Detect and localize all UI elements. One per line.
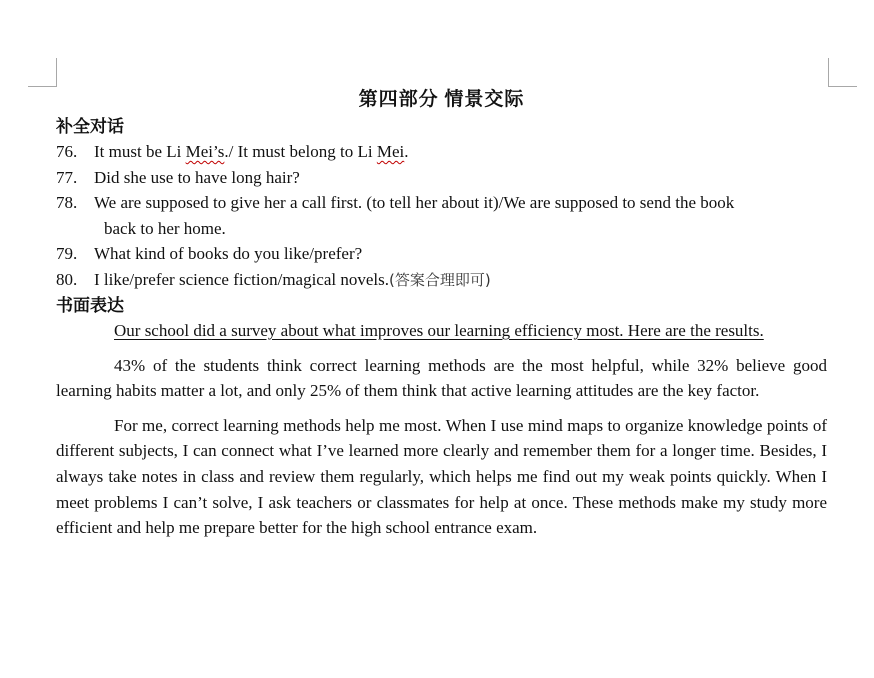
page-title: 第四部分 情景交际 [358,89,525,110]
answer-number: 77. [56,167,78,187]
spellcheck-flag: Mei’s [185,142,225,161]
answer-item [56,139,827,165]
spellcheck-flag: Mei [376,142,405,161]
answer-text: I like/prefer science fiction/magical novels.(答案合理即可) [94,269,491,289]
essay-paragraph-survey: 43% of the students think correct learning methods are the most helpful, while 32% believe good learning habits matter a lot, and only 25% of them think that active learning attitudes are the key factor. [56,355,827,401]
answer-text: We are supposed to give her a call first. (to tell her about it)/We are supposed to send the book [94,193,735,212]
page-corner-mark-top-right [828,58,857,87]
essay-paragraph-opinion: For me, correct learning methods help me most. When I use mind maps to organize knowledge points of different subjects, I can connect what I’ve learned more clearly and remember them for a longer time. Besides, I always take notes in class and review them regularly, which helps me find out my weak points quickly. When I meet problems I can’t solve, I ask teachers or classmates for help at once. These methods make my study more efficient and help me prepare better for the high school entrance exam. [56,415,827,538]
answer-text: It must be Li Mei’s./ It must belong to Li Mei. [94,142,409,161]
essay-paragraph-intro: Our school did a survey about what improves our learning efficiency most. Here are the results. [114,321,764,340]
answer-item [56,190,827,216]
section-heading-writing: 书面表达 [56,296,124,315]
answer-number: 80. [56,269,78,289]
answer-text: What kind of books do you like/prefer? [94,244,363,263]
answer-list [56,139,827,293]
answer-note: (答案合理即可) [389,270,491,289]
answer-text-continuation: back to her home. [104,218,226,238]
answer-item [56,267,827,294]
answer-item [56,241,827,267]
answer-number: 76. [56,142,78,161]
answer-number: 78. [56,193,78,212]
answer-number: 79. [56,244,78,263]
answer-text: Did she use to have long hair? [94,167,300,187]
section-heading-dialogue: 补全对话 [56,117,124,136]
answer-item [56,165,827,191]
document-page [56,86,827,541]
page-corner-mark-top-left [28,58,57,87]
